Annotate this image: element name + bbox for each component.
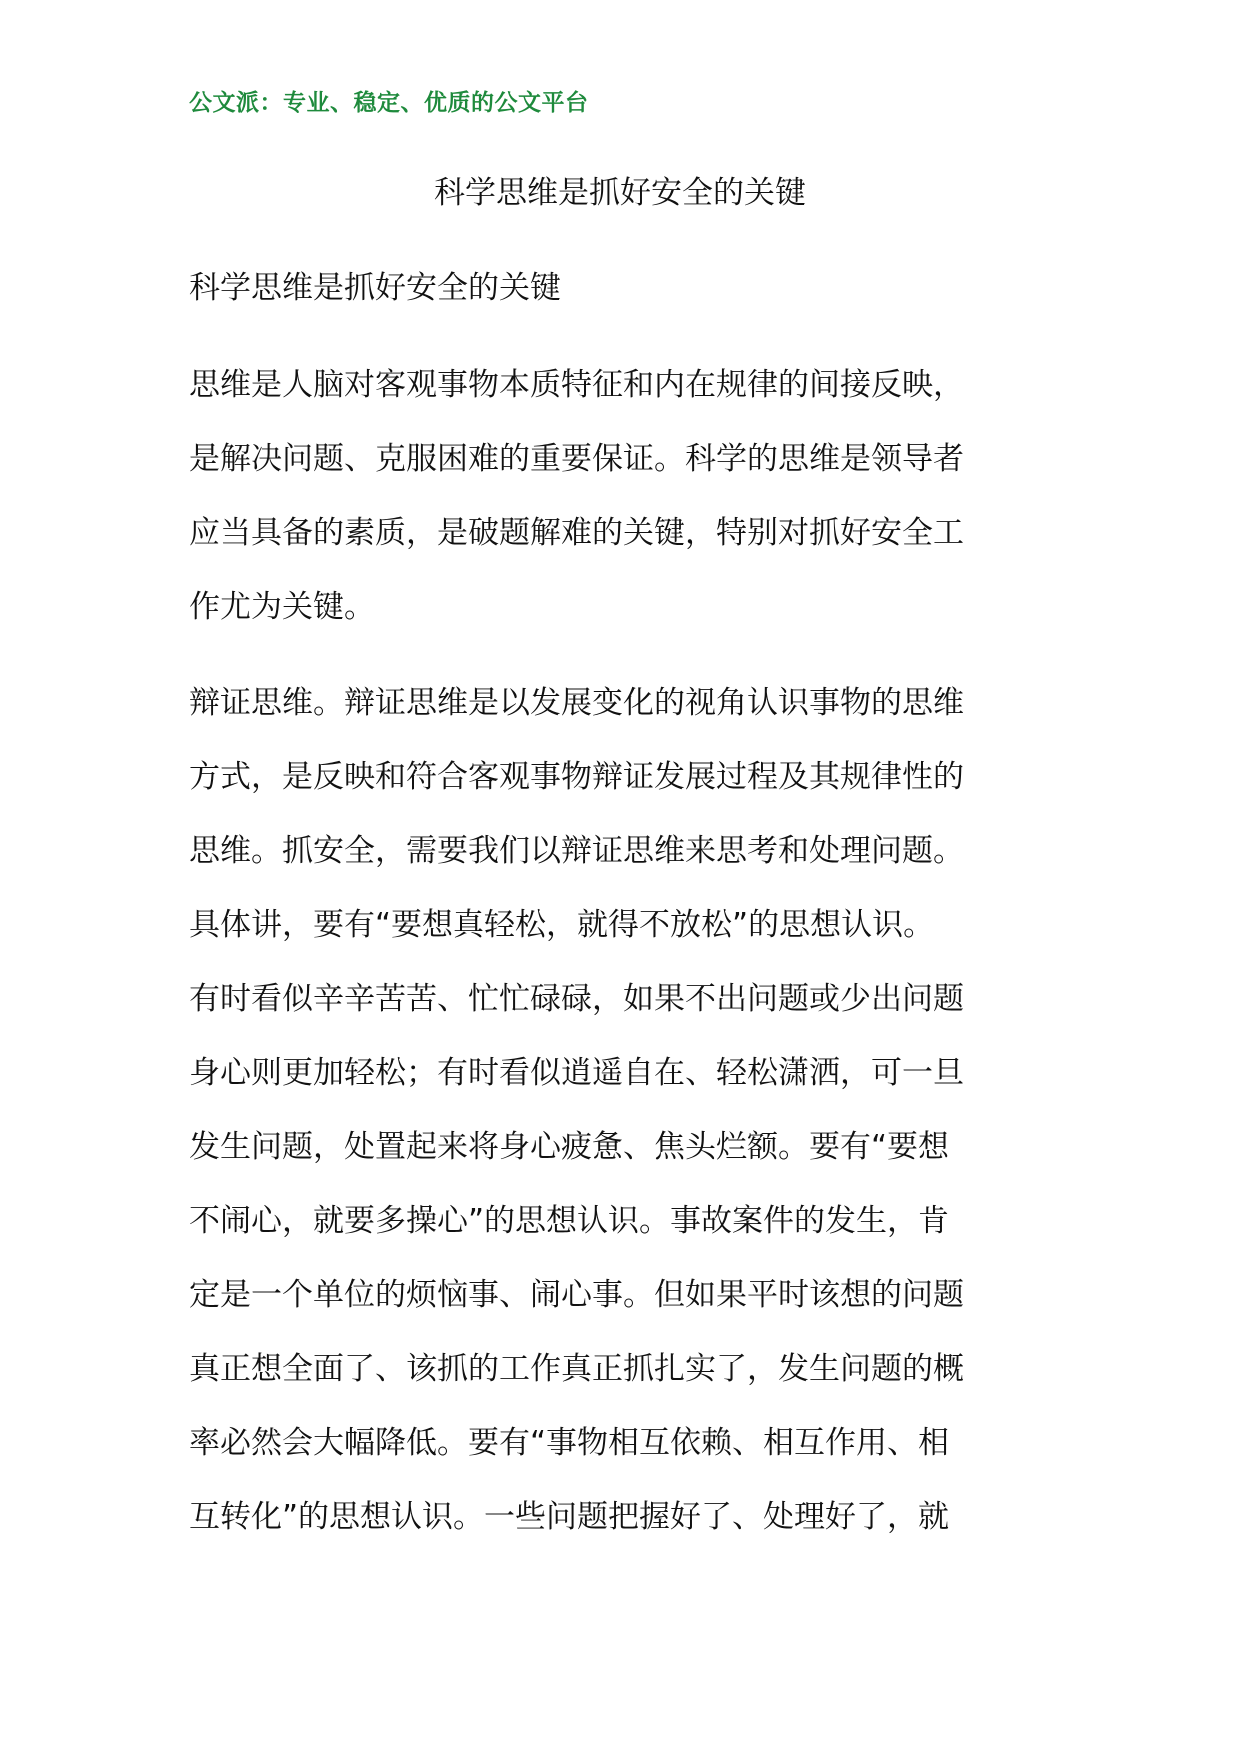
- text-line: 具体讲，要有“要想真轻松，就得不放松”的思想认识。: [189, 907, 935, 943]
- text-line: 互转化”的思想认识。一些问题把握好了、处理好了，就: [189, 1499, 950, 1535]
- text-line: 思维。抓安全，需要我们以辩证思维来思考和处理问题。: [189, 833, 964, 869]
- text-line: 方式，是反映和符合客观事物辩证发展过程及其规律性的: [189, 759, 964, 795]
- text-line: 真正想全面了、该抓的工作真正抓扎实了，发生问题的概: [189, 1351, 964, 1387]
- document-subtitle: 科学思维是抓好安全的关键: [189, 270, 561, 306]
- text-line: 率必然会大幅降低。要有“事物相互依赖、相互作用、相: [189, 1425, 950, 1461]
- paragraph-intro: [189, 348, 1059, 644]
- text-line: 应当具备的素质，是破题解难的关键，特别对抓好安全工: [189, 515, 964, 551]
- text-line: 定是一个单位的烦恼事、闹心事。但如果平时该想的问题: [189, 1277, 964, 1313]
- text-line: 发生问题，处置起来将身心疲惫、焦头烂额。要有“要想: [189, 1129, 950, 1165]
- text-line: 不闹心，就要多操心”的思想认识。事故案件的发生，肯: [189, 1203, 950, 1239]
- document-title: 科学思维是抓好安全的关键: [434, 175, 806, 211]
- text-line: 思维是人脑对客观事物本质特征和内在规律的间接反映，: [189, 367, 964, 403]
- header-banner: 公文派：专业、稳定、优质的公文平台: [189, 89, 589, 116]
- paragraph-dialectical-thinking: [189, 666, 1059, 1554]
- text-line: 有时看似辛辛苦苦、忙忙碌碌，如果不出问题或少出问题: [189, 981, 964, 1017]
- text-line: 辩证思维。辩证思维是以发展变化的视角认识事物的思维: [189, 685, 964, 721]
- text-line: 身心则更加轻松；有时看似逍遥自在、轻松潇洒，可一旦: [189, 1055, 964, 1091]
- text-line: 是解决问题、克服困难的重要保证。科学的思维是领导者: [189, 441, 964, 477]
- text-line: 作尤为关键。: [189, 589, 375, 625]
